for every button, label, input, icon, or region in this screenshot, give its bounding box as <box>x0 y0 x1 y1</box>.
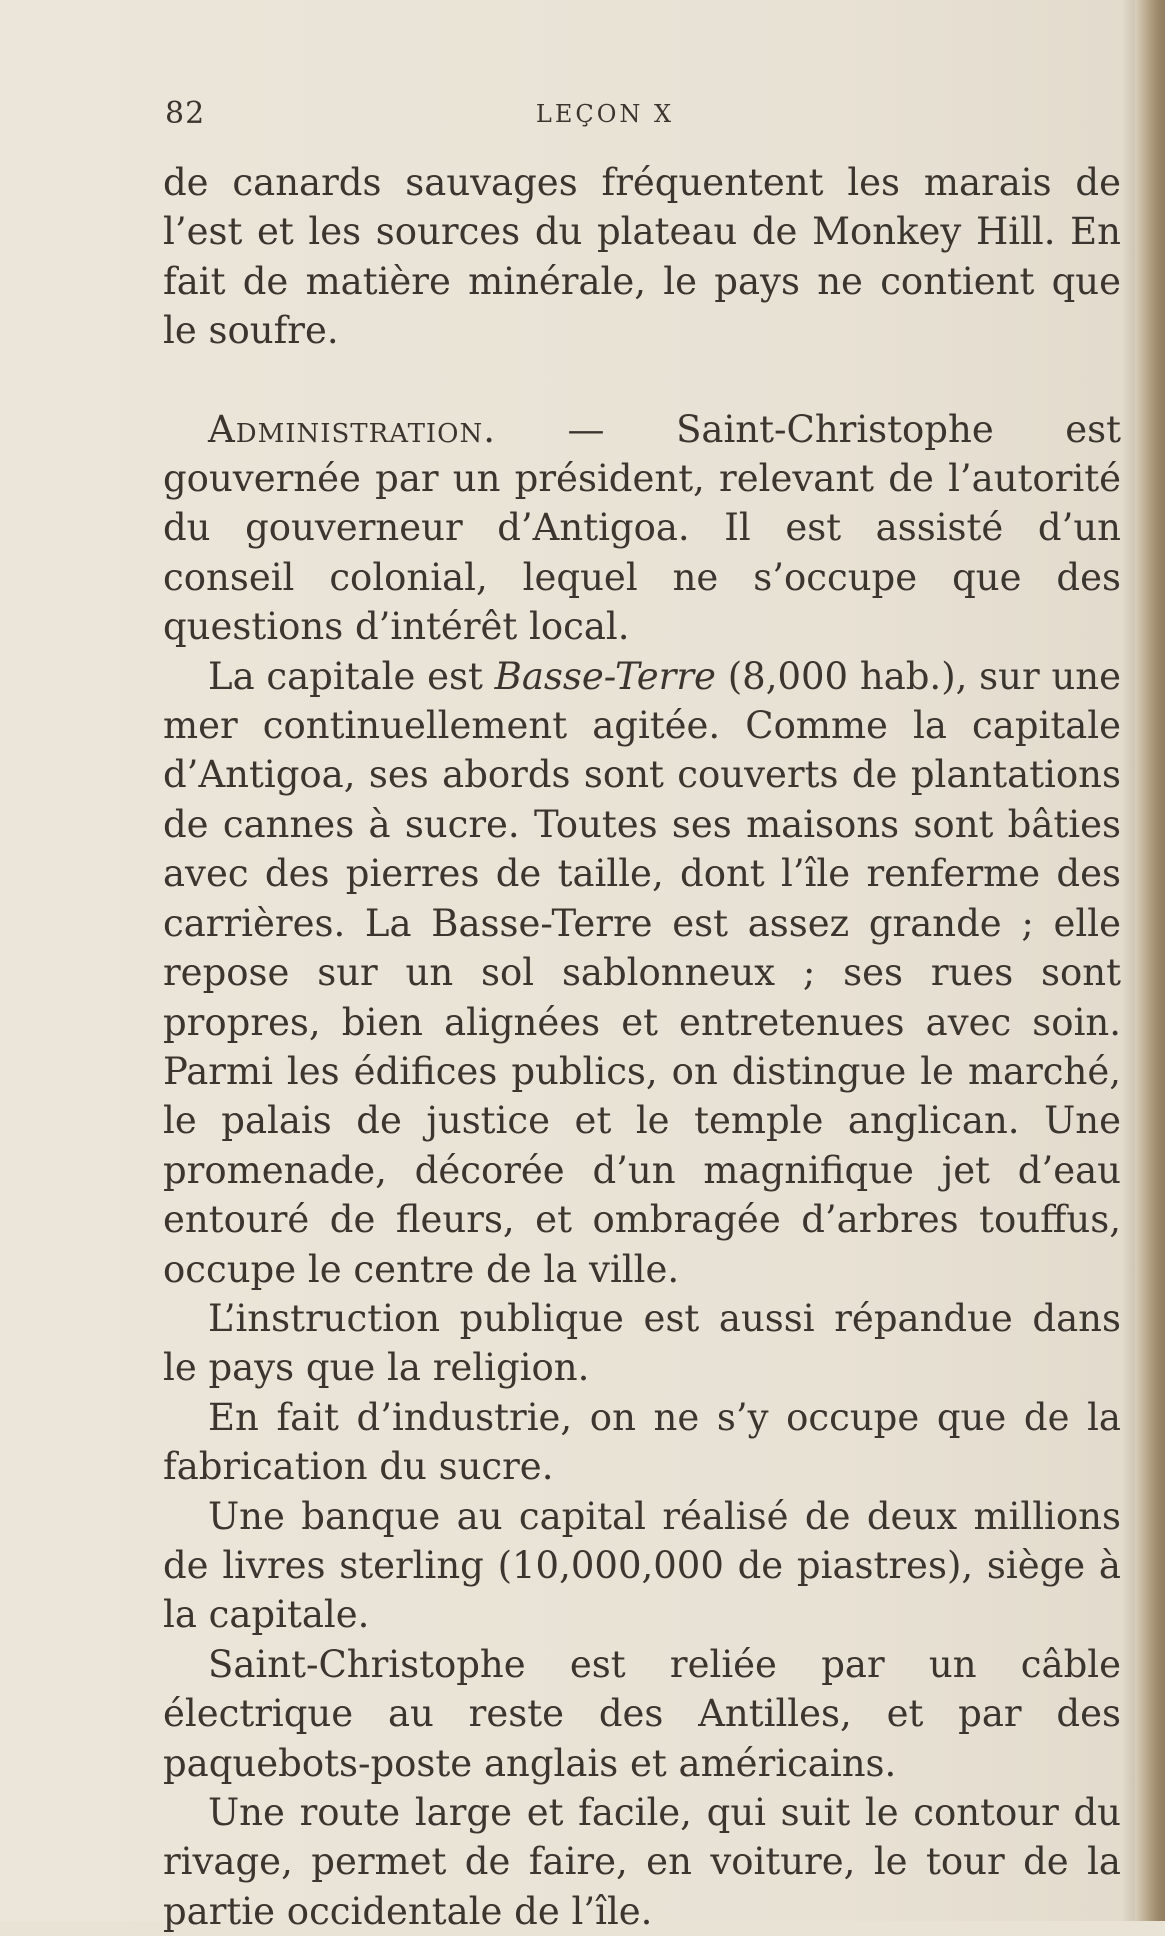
city-name: Basse-Terre <box>494 654 716 698</box>
page-number: 82 <box>165 96 206 131</box>
paragraph-text: — Saint-Christophe est gouvernée par un président, relevant de l’autorité du gouverneur d’Antigoa. Il est assisté d’un conseil colonial, lequel ne s’occupe que des questions d’intérêt local. <box>163 407 1121 649</box>
paragraph-bank: Une banque au capital réalisé de deux millions de livres sterling (10,000,000 de piastres), siège à la capitale. <box>163 1494 1121 1637</box>
body-text <box>163 158 1121 1936</box>
paragraph-administration <box>163 405 1121 652</box>
page-header <box>165 96 1125 136</box>
paragraph-gap <box>163 356 1121 405</box>
paragraph-text: La capitale est <box>208 654 495 698</box>
paragraph-cable: Saint-Christophe est reliée par un câble électrique au reste des Antilles, et par des paquebots-poste anglais et américains. <box>163 1642 1121 1785</box>
paragraph-instruction: L’instruction publique est aussi répandue dans le pays que la religion. <box>163 1296 1121 1390</box>
paragraph-continued: de canards sauvages fréquentent les marais de l’est et les sources du plateau de Monkey Hill. En fait de matière minérale, le pays ne contient que le soufre. <box>163 161 1121 353</box>
paragraph-capital <box>163 652 1121 1294</box>
running-title: LEÇON X <box>535 100 675 128</box>
section-heading: Administration. <box>208 407 497 451</box>
page-edge <box>1135 0 1165 1921</box>
paragraph-text: (8,000 hab.), sur une mer continuellement agitée. Comme la capitale d’Antigoa, ses abords sont couverts de plantations de cannes à sucre. Toutes ses maisons sont bâties avec des pierres de taille, dont l’île renferme des carrières. La Basse-Terre est assez grande ; elle repose sur un sol sablonneux ; ses rues sont propres, bien alignées et entretenues avec soin. Parmi les édifices publics, on distingue le marché, le palais de justice et le temple anglican. Une promenade, décorée d’un magnifique jet d’eau entouré de fleurs, et ombragée d’arbres touffus, occupe le centre de la ville. <box>163 654 1122 1291</box>
paragraph-industry: En fait d’industrie, on ne s’y occupe que de la fabrication du sucre. <box>163 1395 1121 1489</box>
paragraph-road: Une route large et facile, qui suit le contour du rivage, permet de faire, en voiture, le tour de la partie occidentale de l’île. <box>163 1791 1121 1933</box>
